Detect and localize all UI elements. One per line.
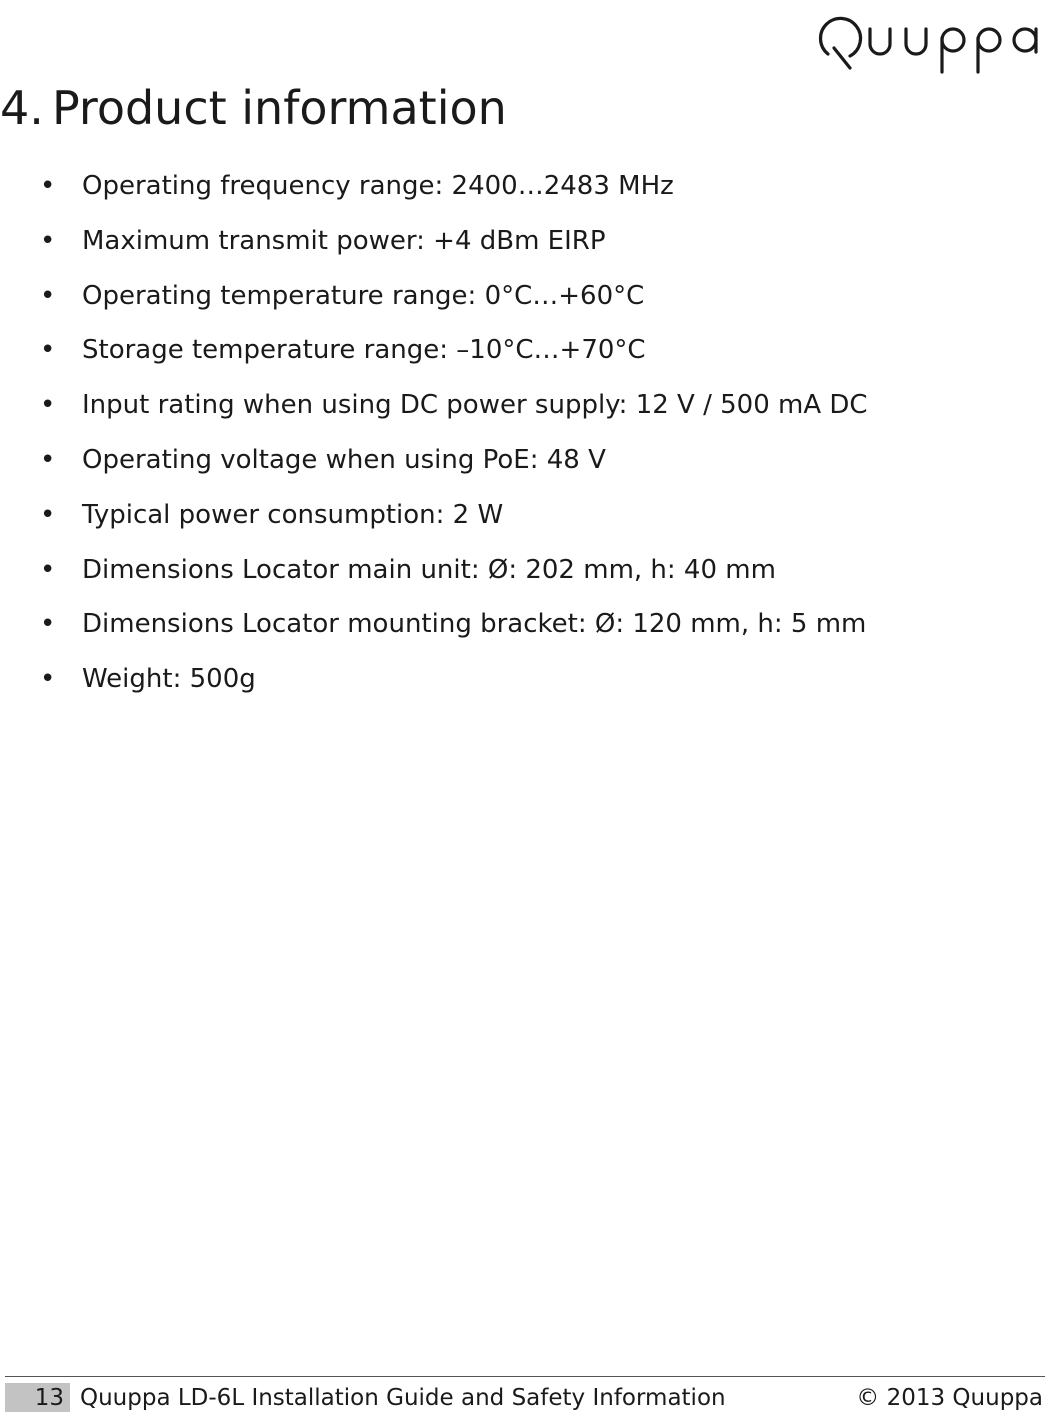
spec-text: Typical power consumption: 2 W [82, 499, 504, 530]
bullet-icon: • [40, 280, 56, 311]
spec-text: Operating temperature range: 0°C…+60°C [82, 280, 645, 311]
bullet-icon: • [40, 444, 56, 475]
bullet-icon: • [40, 554, 56, 585]
quuppa-logo-icon [806, 4, 1044, 74]
spec-text: Storage temperature range: –10°C…+70°C [82, 335, 646, 366]
quuppa-logo [806, 4, 1044, 74]
page-number: 13 [5, 1383, 70, 1412]
bullet-icon: • [40, 609, 56, 640]
bullet-icon: • [40, 335, 56, 366]
spec-text: Dimensions Locator main unit: Ø: 202 mm, h: 40 mm [82, 554, 776, 585]
bullet-icon: • [40, 664, 56, 695]
section-number: 4. [0, 81, 44, 135]
page-footer [5, 1383, 1045, 1413]
section-title: Product information [52, 81, 507, 135]
footer-document-title: Quuppa LD-6L Installation Guide and Safety Information [80, 1385, 726, 1411]
spec-text: Dimensions Locator mounting bracket: Ø: 120 mm, h: 5 mm [82, 609, 867, 640]
bullet-icon: • [40, 499, 56, 530]
spec-text: Weight: 500g [82, 664, 256, 695]
section-heading [0, 80, 507, 136]
bullet-icon: • [40, 225, 56, 256]
spec-text: Operating voltage when using PoE: 48 V [82, 444, 606, 475]
spec-text: Operating frequency range: 2400…2483 MHz [82, 171, 674, 201]
footer-divider [5, 1376, 1045, 1377]
spec-text: Maximum transmit power: +4 dBm EIRP [82, 225, 606, 256]
bullet-icon: • [40, 390, 56, 421]
spec-text: Input rating when using DC power supply: 12 V / 500 mA DC [82, 390, 868, 421]
footer-copyright: © 2013 Quuppa [856, 1385, 1043, 1411]
bullet-icon: • [40, 171, 56, 201]
